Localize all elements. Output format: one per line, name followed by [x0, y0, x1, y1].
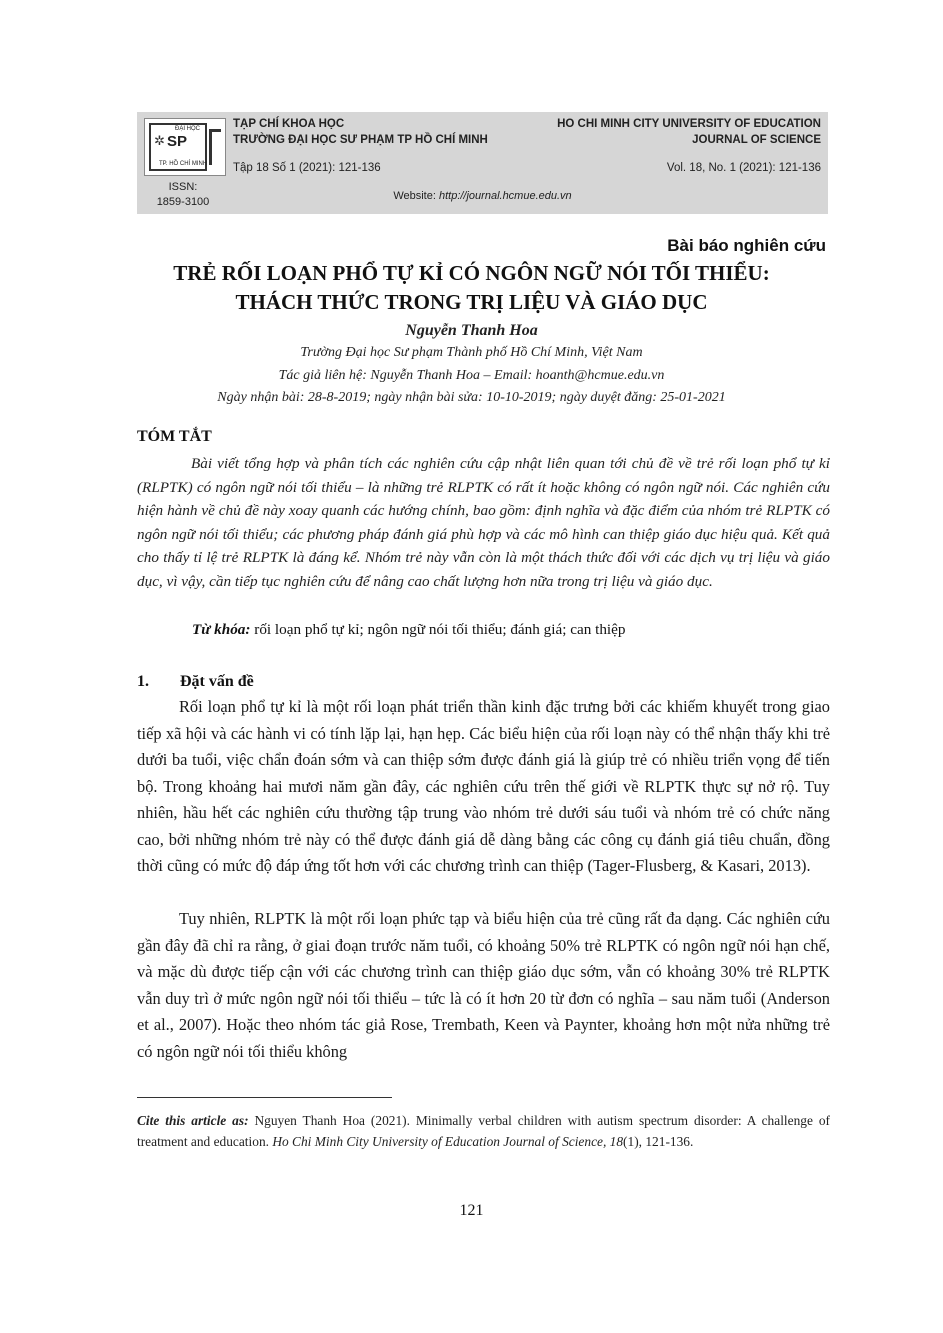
article-title-line-1: TRẺ RỐI LOẠN PHỔ TỰ KỈ CÓ NGÔN NGỮ NÓI TỐI THIỂU:	[173, 261, 770, 285]
citation-journal: Ho Chi Minh City University of Education Journal of Science, 18	[272, 1134, 624, 1149]
journal-name-en-2: JOURNAL OF SCIENCE	[692, 134, 821, 146]
journal-name-vn-2: TRƯỜNG ĐẠI HỌC SƯ PHẠM TP HỒ CHÍ MINH	[233, 134, 488, 146]
author-name: Nguyễn Thanh Hoa	[405, 322, 538, 339]
citation-footnote	[137, 1110, 830, 1152]
submission-dates: Ngày nhận bài: 28-8-2019; ngày nhận bài sửa: 10-10-2019; ngày duyệt đăng: 25-01-2021	[217, 390, 726, 405]
journal-name-en-1: HO CHI MINH CITY UNIVERSITY OF EDUCATION	[557, 118, 821, 130]
section-title: Đặt vấn đề	[180, 673, 254, 690]
logo-top-text: ĐẠI HỌC	[175, 126, 201, 132]
author-affiliation: Trường Đại học Sư phạm Thành phố Hồ Chí Minh, Việt Nam	[300, 345, 643, 360]
article-title-line-2: THÁCH THỨC TRONG TRỊ LIỆU VÀ GIÁO DỤC	[235, 290, 708, 314]
keywords-line	[192, 621, 625, 639]
logo-bracket	[209, 129, 221, 165]
correspondence-line: Tác giả liên hệ: Nguyễn Thanh Hoa – Email: hoanth@hcmue.edu.vn	[278, 368, 665, 383]
footnote-divider	[137, 1097, 392, 1098]
article-type: Bài báo nghiên cứu	[667, 236, 826, 255]
website-line	[137, 190, 828, 202]
page-number: 121	[459, 1202, 484, 1219]
citation-lead: Cite this article as:	[137, 1113, 249, 1128]
keywords-list: rối loạn phổ tự kỉ; ngôn ngữ nói tối thiểu; đánh giá; can thiệp	[250, 621, 626, 638]
volume-vn: Tập 18 Số 1 (2021): 121-136	[233, 162, 381, 174]
keywords-label: Từ khóa:	[192, 621, 251, 638]
abstract-text: Bài viết tổng hợp và phân tích các nghiên cứu cập nhật liên quan tới chủ đề về trẻ rối loạn phổ tự kỉ (RLPTK) có ngôn ngữ nói tối thiểu – là những trẻ RLPTK có rất ít hoặc không có ngôn ngữ nói. Các nghiên cứu hiện hành về chủ đề này xoay quanh các hướng chính, bao gồm: định nghĩa và đặc điểm của nhóm trẻ RLPTK có ngôn ngữ nói tối thiểu; các phương pháp đánh giá phù hợp và các mô hình can thiệp giáo dục hiệu quả. Kết quả cho thấy tỉ lệ trẻ RLPTK là đáng kể. Nhóm trẻ này vẫn còn là một thách thức đối với các dịch vụ trị liệu và giáo dục, vì vậy, cần tiếp tục nghiên cứu để nâng cao chất lượng hơn nữa trong trị liệu và giáo dục.	[137, 455, 830, 590]
volume-en: Vol. 18, No. 1 (2021): 121-136	[666, 162, 821, 174]
journal-name-vn-1: TẠP CHÍ KHOA HỌC	[233, 118, 345, 130]
section-number: 1.	[137, 673, 149, 690]
citation-text-1: Nguyen Thanh Hoa (2021). Minimally verbal children with autism spectrum disorder: A challenge of treatment and education.	[137, 1113, 830, 1149]
website-link[interactable]: http://journal.hcmue.edu.vn	[438, 190, 572, 202]
section-heading	[137, 673, 254, 691]
journal-header-band	[137, 112, 828, 214]
logo-frame	[149, 123, 207, 171]
issn-value: 1859-3100	[156, 196, 210, 208]
website-label: Website:	[393, 190, 439, 202]
abstract-heading: TÓM TẮT	[137, 428, 212, 445]
logo-bottom-text: TP. HỒ CHÍ MINH	[159, 161, 208, 167]
university-logo	[144, 118, 226, 176]
citation-text-2: (1), 121-136.	[623, 1134, 694, 1149]
issn-label: ISSN:	[168, 181, 198, 193]
body-paragraph-1: Rối loạn phổ tự kỉ là một rối loạn phát triển thần kinh đặc trưng bởi các khiếm khuyết trong giao tiếp xã hội và các hành vi có tính lặp lại, hạn hẹp. Các biểu hiện của rối loạn này có thể nhận thấy khi trẻ dưới ba tuổi, việc chẩn đoán sớm và can thiệp sớm được đánh giá là giúp trẻ có nhiều triển vọng để tiến bộ. Trong khoảng hai mươi năm gần đây, các nghiên cứu trên thế giới về RLPTK thực sự nở rộ. Tuy nhiên, hầu hết các nghiên cứu thường tập trung vào nhóm trẻ dưới sáu tuổi và nhóm trẻ có chức năng cao, bởi những nhóm trẻ này có thể được đánh giá dễ dàng bằng các công cụ đánh giá tiêu chuẩn, đồng thời cũng có mức độ đáp ứng tốt hơn với các chương trình can thiệp (Tager-Flusberg, & Kasari, 2013).	[137, 697, 830, 875]
logo-mark: SP	[167, 133, 188, 150]
body-paragraph-2: Tuy nhiên, RLPTK là một rối loạn phức tạp và biểu hiện của trẻ cũng rất đa dạng. Các nghiên cứu gần đây đã chỉ ra rằng, ở giai đoạn trước năm tuổi, có khoảng 50% trẻ RLPTK có ngôn ngữ nói hạn chế, và mặc dù được tiếp cận với các chương trình can thiệp giáo dục sớm, vẫn có khoảng 30% trẻ RLPTK vẫn duy trì ở mức ngôn ngữ nói tối thiểu – tức là có ít hơn 20 từ đơn có nghĩa – sau năm tuổi (Anderson et al., 2007). Hoặc theo nhóm tác giả Rose, Trembath, Keen và Paynter, khoảng hơn một nửa những trẻ có ngôn ngữ nói tối thiểu không	[137, 909, 830, 1061]
gear-icon: ✲	[154, 133, 165, 148]
